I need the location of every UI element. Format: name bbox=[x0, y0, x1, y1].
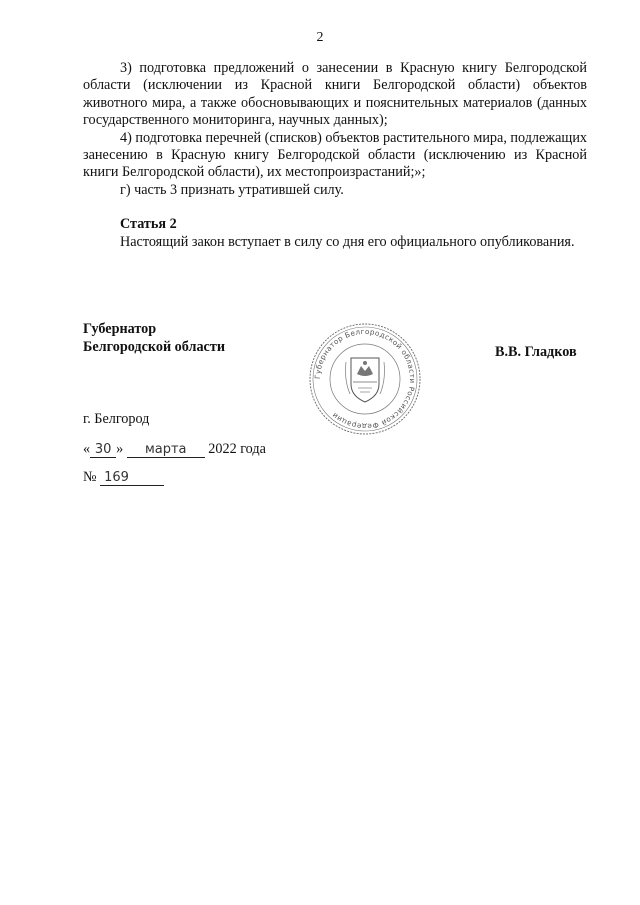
number-value: 169 bbox=[100, 470, 164, 486]
governor-seal bbox=[308, 322, 422, 436]
article-text: Настоящий закон вступает в силу со дня его официального опубликования. bbox=[120, 233, 575, 250]
paragraph-item-4: 4) подготовка перечней (списков) объектов растительного мира, подлежащих занесению в Красную книгу Белгородской области (исключению из Красной книги Белгородской области), их местопроизрастаний;»; bbox=[83, 129, 587, 181]
paragraph-item-3: 3) подготовка предложений о занесении в Красную книгу Белгородской области (исключении из Красной книги Белгородской области) объектов животного мира, а также обосновывающих и пояснительных материалов (данных государственного мониторинга, научных данных); bbox=[83, 60, 587, 129]
law-number bbox=[83, 469, 164, 486]
coat-of-arms-icon bbox=[346, 358, 385, 402]
number-label: № bbox=[83, 469, 97, 485]
date-close-quote: » bbox=[116, 441, 124, 457]
signature-title bbox=[83, 320, 225, 356]
seal-ring-text: Губернатор Белгородской области Российской Федерации bbox=[312, 326, 418, 432]
document-body bbox=[83, 60, 587, 251]
date-day: 30 bbox=[90, 442, 116, 458]
svg-text:Губернатор Белгородской област bbox=[313, 327, 417, 431]
page-number: 2 bbox=[316, 30, 324, 45]
place-of-signing: г. Белгород bbox=[83, 411, 150, 427]
paragraph-part-3: г) часть 3 признать утратившей силу. bbox=[120, 181, 344, 198]
date-open-quote: « bbox=[83, 441, 91, 457]
signature-title-line2: Белгородской области bbox=[83, 339, 225, 355]
date-month: марта bbox=[127, 442, 205, 458]
date-year: 2022 года bbox=[208, 441, 266, 457]
signature-title-line1: Губернатор bbox=[83, 321, 157, 337]
signing-date bbox=[83, 441, 266, 458]
signature-name: В.В. Гладков bbox=[495, 344, 577, 360]
article-heading: Статья 2 bbox=[120, 216, 177, 233]
